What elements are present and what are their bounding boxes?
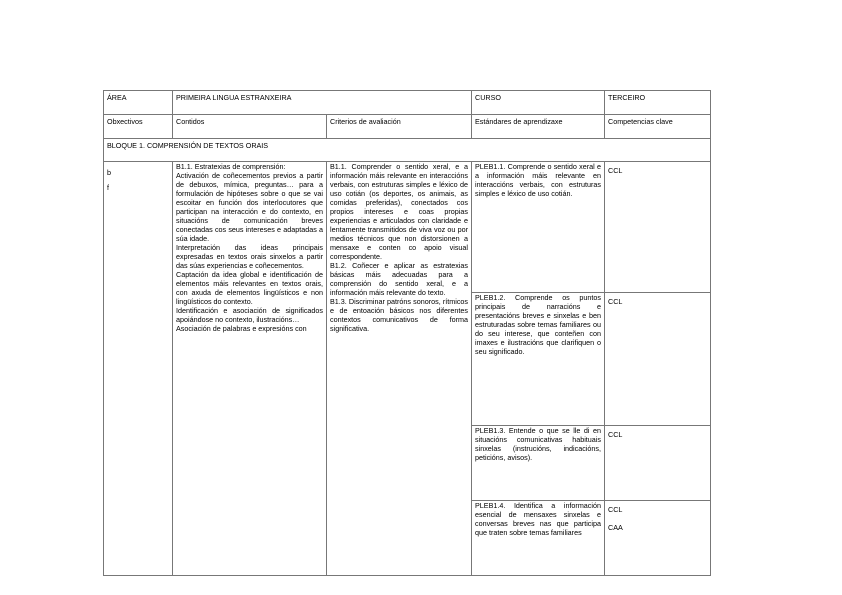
- content-paragraph: Captación da idea global e identificación de elementos máis relevantes en textos orais, con axuda de elementos lingüísticos e non lingüísticos do contexto.: [176, 270, 323, 306]
- area-value: PRIMEIRA LINGUA ESTRANXEIRA: [173, 91, 472, 115]
- area-label: ÁREA: [104, 91, 173, 115]
- standard-cell: [472, 501, 605, 576]
- content-row: [104, 162, 711, 293]
- column-header: Criterios de avaliación: [327, 115, 472, 139]
- content-paragraph: Identificación e asociación de significados apoiándose no contexto, ilustracións…: [176, 306, 323, 324]
- standard-text: PLEB1.1. Comprende o sentido xeral e a información máis relevante en interaccións verbais, con estruturas simples e léxico de uso cotián.: [475, 162, 601, 198]
- objective-item: f: [107, 183, 109, 192]
- standard-text: PLEB1.4. Identifica a información esencial de mensaxes sinxelas e conversas breves nas que participa que traten sobre temas familiares: [475, 501, 601, 537]
- column-header: Estándares de aprendizaxe: [472, 115, 605, 139]
- competency-code: CAA: [608, 522, 623, 532]
- standard-cell: [472, 162, 605, 293]
- competency-code: CCL: [608, 297, 623, 306]
- block-title-row: [104, 139, 711, 162]
- standard-cell: [472, 426, 605, 501]
- column-header: Contidos: [173, 115, 327, 139]
- column-header-row: [104, 115, 711, 139]
- course-label: CURSO: [472, 91, 605, 115]
- column-header: Obxectivos: [104, 115, 173, 139]
- content-paragraph: Activación de coñecementos previos a partir de debuxos, mímica, preguntas… para a formulación de hipóteses sobre o que se vai escoitar en función dos interlocutores que participan na interacción e do contexto, en situacións de comunicación breves conectadas cos seus intereses e adaptadas a súa idade.: [176, 171, 323, 243]
- competency-code: CCL: [608, 430, 623, 439]
- column-header: Competencias clave: [605, 115, 711, 139]
- competency-cell: [605, 501, 711, 576]
- competency-cell: [605, 162, 711, 293]
- objective-item: b: [107, 168, 111, 177]
- competency-cell: [605, 426, 711, 501]
- standard-cell: [472, 293, 605, 426]
- criteria-cell: [327, 162, 472, 576]
- curriculum-table: [103, 90, 711, 576]
- standard-text: PLEB1.3. Entende o que se lle di en situacións comunicativas habituais sinxelas (instrucións, indicacións, peticións, avisos).: [475, 426, 601, 462]
- competency-code: CCL: [608, 505, 623, 514]
- competency-cell: [605, 293, 711, 426]
- header-row: [104, 91, 711, 115]
- content-paragraph: B1.1. Estratexias de comprensión:: [176, 162, 286, 171]
- criterion-paragraph: B1.3. Discriminar patróns sonoros, rítmicos e de entoación básicos nos diferentes contextos comunicativos de forma significativa.: [330, 297, 468, 333]
- standard-text: PLEB1.2. Comprende os puntos principais de narracións e presentacións breves e sinxelas e ben estruturadas sobre temas familiares ou do seu interese, que conteñen con imaxes e ilustracións que clarifiquen o seu significado.: [475, 293, 601, 356]
- content-paragraph: Interpretación das ideas principais expresadas en textos orais sinxelos a partir das súas experiencias e coñecementos.: [176, 243, 323, 270]
- criterion-paragraph: B1.2. Coñecer e aplicar as estratexias básicas máis adecuadas para a comprensión do sentido xeral, e a información máis relevante do texto.: [330, 261, 468, 297]
- course-value: TERCEIRO: [605, 91, 711, 115]
- competency-code: CCL: [608, 166, 623, 175]
- criterion-paragraph: B1.1. Comprender o sentido xeral, e a información máis relevante en interaccións verbais, con estruturas simples e léxico de uso cotián (os deportes, os animais, as comidas preferidas), conectados cos propios intereses e coas propias experiencias e articulados con claridade e lentamente transmitidos de viva voz ou por medios técnicos que non distorsionen a mensaxe e conten co apoio visual correspondente.: [330, 162, 468, 261]
- block-title: BLOQUE 1. COMPRENSIÓN DE TEXTOS ORAIS: [104, 139, 711, 162]
- objectives-cell: [104, 162, 173, 576]
- content-paragraph: Asociación de palabras e expresións con: [176, 324, 307, 333]
- contents-cell: [173, 162, 327, 576]
